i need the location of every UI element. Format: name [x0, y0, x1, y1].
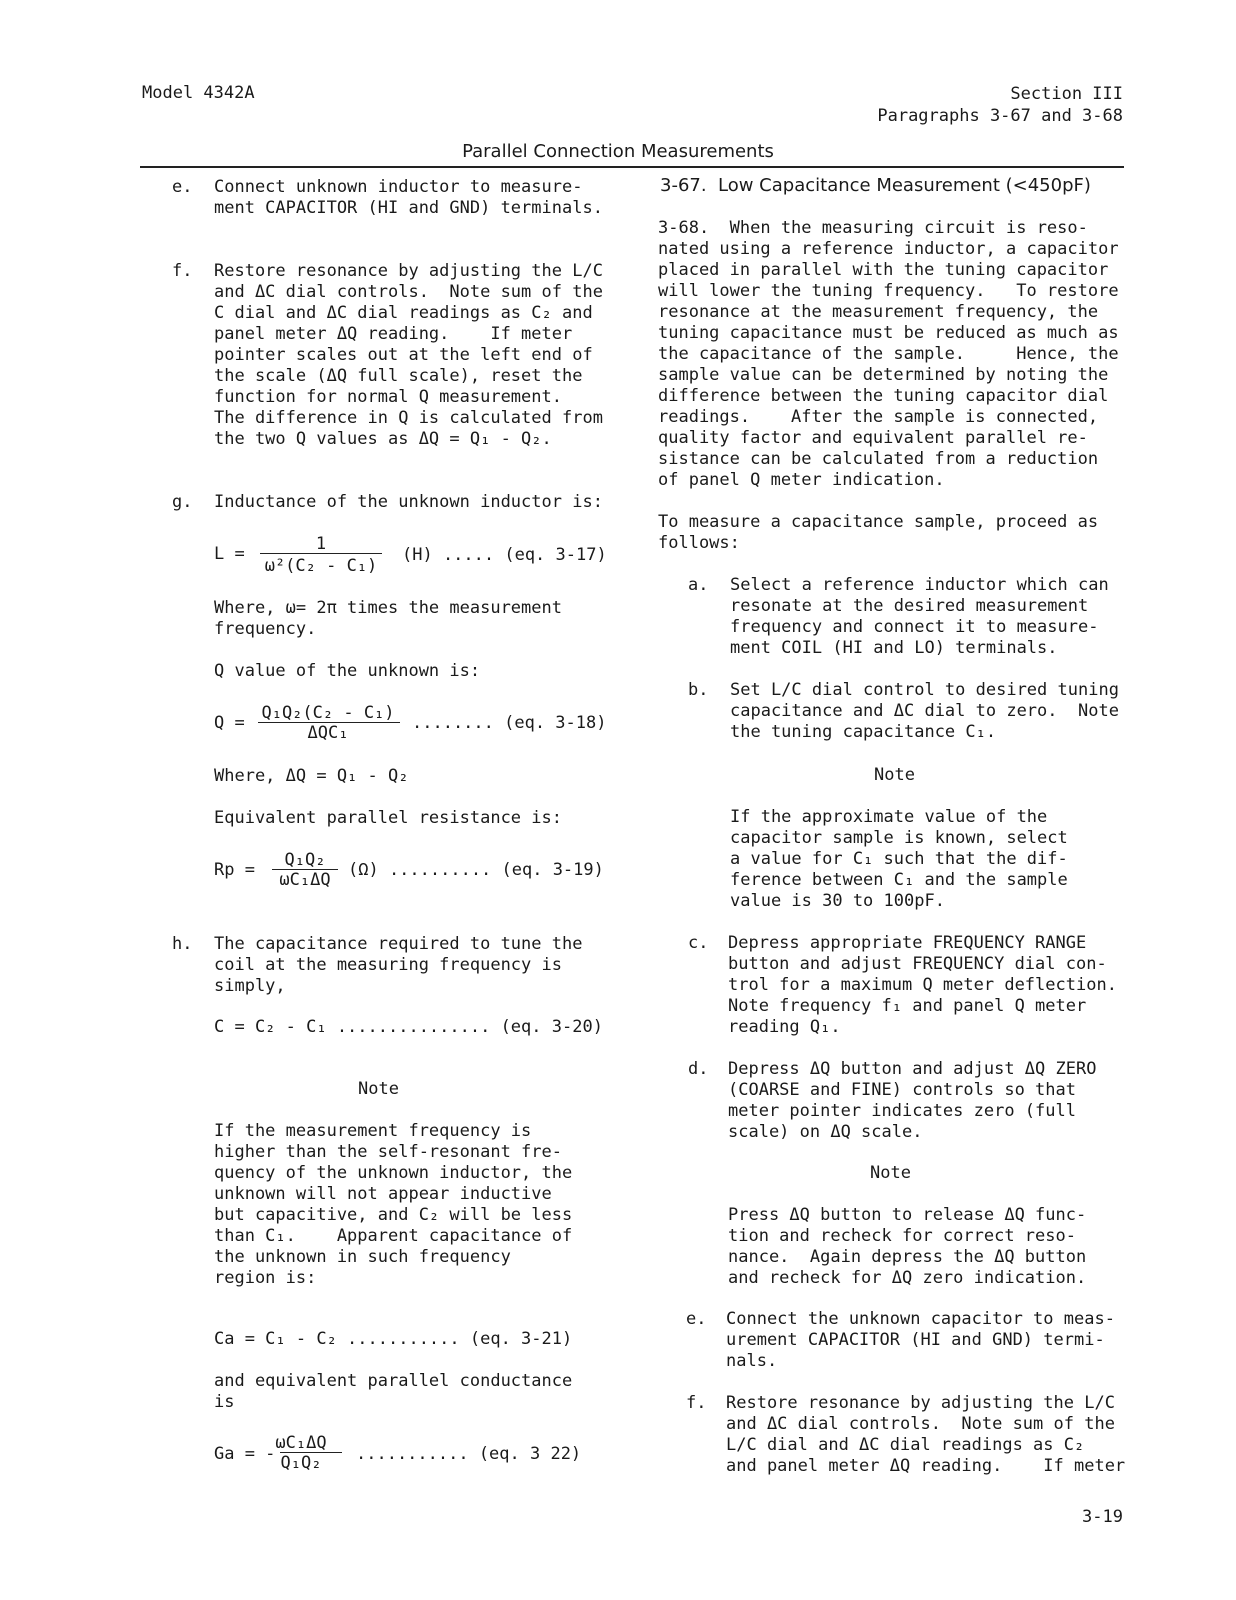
conductance-label: and equivalent parallel conductance is — [214, 1371, 573, 1412]
step-text-g: Inductance of the unknown inductor is: — [214, 492, 603, 512]
right-note1-text: If the approximate value of the capacitor sample is known, select a value for C₁ such that the dif- ference between C₁ and the sample value is 30 to 100pF. — [730, 807, 1068, 911]
cap-step-text-f: Restore resonance by adjusting the L/C and ΔC dial controls. Note sum of the L/C dial and ΔC dial readings as C₂ and panel meter ΔQ reading. If meter — [726, 1393, 1126, 1476]
cap-step-text-a: Select a reference inductor which can resonate at the desired measurement frequency and connect it to measure- ment COIL (HI and LO) terminals. — [730, 575, 1109, 658]
eq18-rhs: ........ (eq. 3-18) — [412, 713, 607, 733]
equiv-resistance-label: Equivalent parallel resistance is: — [214, 808, 562, 828]
section-info — [877, 83, 1123, 127]
eq22-lhs: Ga = - — [214, 1444, 276, 1464]
paragraphs-label: Paragraphs 3-67 and 3-68 — [877, 106, 1123, 126]
eq21: Ca = C₁ - C₂ ........... (eq. 3-21) — [214, 1329, 573, 1349]
title-rule — [140, 166, 1124, 168]
eq17-lhs: L = — [214, 544, 245, 564]
page-number: 3-19 — [1082, 1507, 1123, 1527]
step-text-f: Restore resonance by adjusting the L/C and ΔC dial controls. Note sum of the C dial and ΔC dial readings as C₂ and panel meter ΔQ reading. If meter pointer scales out at the left end of the scale (ΔQ full scale), reset the function for normal Q measurement. The difference in Q is calculated from the two Q values as ΔQ = Q₁ - Q₂. — [214, 261, 603, 449]
eq22-rhs: ........... (eq. 3 22) — [356, 1444, 582, 1464]
eq19-rhs: (Ω) .......... (eq. 3-19) — [348, 860, 604, 880]
procedure-intro: To measure a capacitance sample, proceed as follows: — [658, 512, 1099, 553]
paragraph-3-68: 3-68. When the measuring circuit is reso- nated using a reference inductor, a capacitor placed in parallel with the tuning capacitor will lower the tuning frequency. To restore resonance at the measurement frequency, the tuning capacitance must be reduced as much as the capacitance of the sample. Hence, the sample value can be determined by noting the difference between the tuning capacitor dial readings. After the sample is connected, quality factor and equivalent parallel re- sistance can be calculated from a reduction of panel Q meter indication. — [658, 218, 1119, 490]
cap-step-letter-d: d. — [688, 1059, 709, 1079]
eq20: C = C₂ - C₁ ............... (eq. 3-20) — [214, 1017, 603, 1037]
cap-step-letter-a: a. — [688, 575, 709, 595]
q-value-label: Q value of the unknown is: — [214, 661, 481, 681]
where-omega: Where, ω= 2π times the measurement frequency. — [214, 598, 562, 639]
eq19-lhs: Rp = — [214, 860, 255, 880]
page-title: Parallel Connection Measurements — [462, 141, 774, 162]
step-letter-h: h. — [172, 934, 193, 954]
cap-step-letter-e: e. — [686, 1309, 707, 1329]
eq19-denominator: ωC₁ΔQ — [279, 870, 331, 890]
right-note2-heading: Note — [870, 1163, 911, 1183]
cap-step-letter-c: c. — [688, 933, 709, 953]
cap-step-text-d: Depress ΔQ button and adjust ΔQ ZERO (COARSE and FINE) controls so that meter pointer indicates zero (full scale) on ΔQ scale. — [728, 1059, 1097, 1142]
step-letter-g: g. — [172, 492, 193, 512]
step-text-h: The capacitance required to tune the coil at the measuring frequency is simply, — [214, 934, 583, 996]
section-label: Section III — [1010, 84, 1123, 104]
cap-step-letter-b: b. — [688, 680, 709, 700]
right-note2-text: Press ΔQ button to release ΔQ func- tion and recheck for correct reso- nance. Again depress the ΔQ button and recheck for ΔQ zero indication. — [728, 1205, 1087, 1288]
eq17-rhs: (H) ..... (eq. 3-17) — [402, 545, 607, 565]
eq22-numerator: ωC₁ΔQ — [275, 1433, 327, 1453]
left-note-heading: Note — [358, 1079, 399, 1099]
step-letter-e: e. — [172, 177, 193, 197]
eq18-lhs: Q = — [214, 713, 245, 733]
section-heading-3-67: 3-67. Low Capacitance Measurement (<450pF) — [660, 175, 1091, 196]
cap-step-text-b: Set L/C dial control to desired tuning capacitance and ΔC dial to zero. Note the tuning capacitance C₁. — [730, 680, 1119, 742]
eq17-numerator: 1 — [315, 534, 327, 554]
cap-step-letter-f: f. — [686, 1393, 707, 1413]
step-text-e: Connect unknown inductor to measure- ment CAPACITOR (HI and GND) terminals. — [214, 177, 603, 218]
where-delta-q: Where, ΔQ = Q₁ - Q₂ — [214, 766, 409, 786]
eq22-denominator: Q₁Q₂ — [280, 1453, 322, 1473]
step-letter-f: f. — [172, 261, 193, 281]
cap-step-text-c: Depress appropriate FREQUENCY RANGE button and adjust FREQUENCY dial con- trol for a maximum Q meter deflection. Note frequency f₁ and panel Q meter reading Q₁. — [728, 933, 1117, 1037]
eq18-denominator: ΔQC₁ — [307, 723, 349, 743]
eq17-denominator: ω²(C₂ - C₁) — [264, 556, 378, 576]
eq17-fraction-bar — [260, 553, 382, 554]
cap-step-text-e: Connect the unknown capacitor to meas- urement CAPACITOR (HI and GND) termi- nals. — [726, 1309, 1115, 1371]
eq18-numerator: Q₁Q₂(C₂ - C₁) — [261, 703, 395, 723]
model-label: Model 4342A — [142, 83, 255, 103]
left-note-text: If the measurement frequency is higher than the self-resonant fre- quency of the unknown inductor, the unknown will not appear inductive but capacitive, and C₂ will be less than C₁. Apparent capacitance of the unknown in such frequency region is: — [214, 1121, 573, 1288]
eq19-numerator: Q₁Q₂ — [284, 850, 326, 870]
right-note1-heading: Note — [874, 765, 915, 785]
